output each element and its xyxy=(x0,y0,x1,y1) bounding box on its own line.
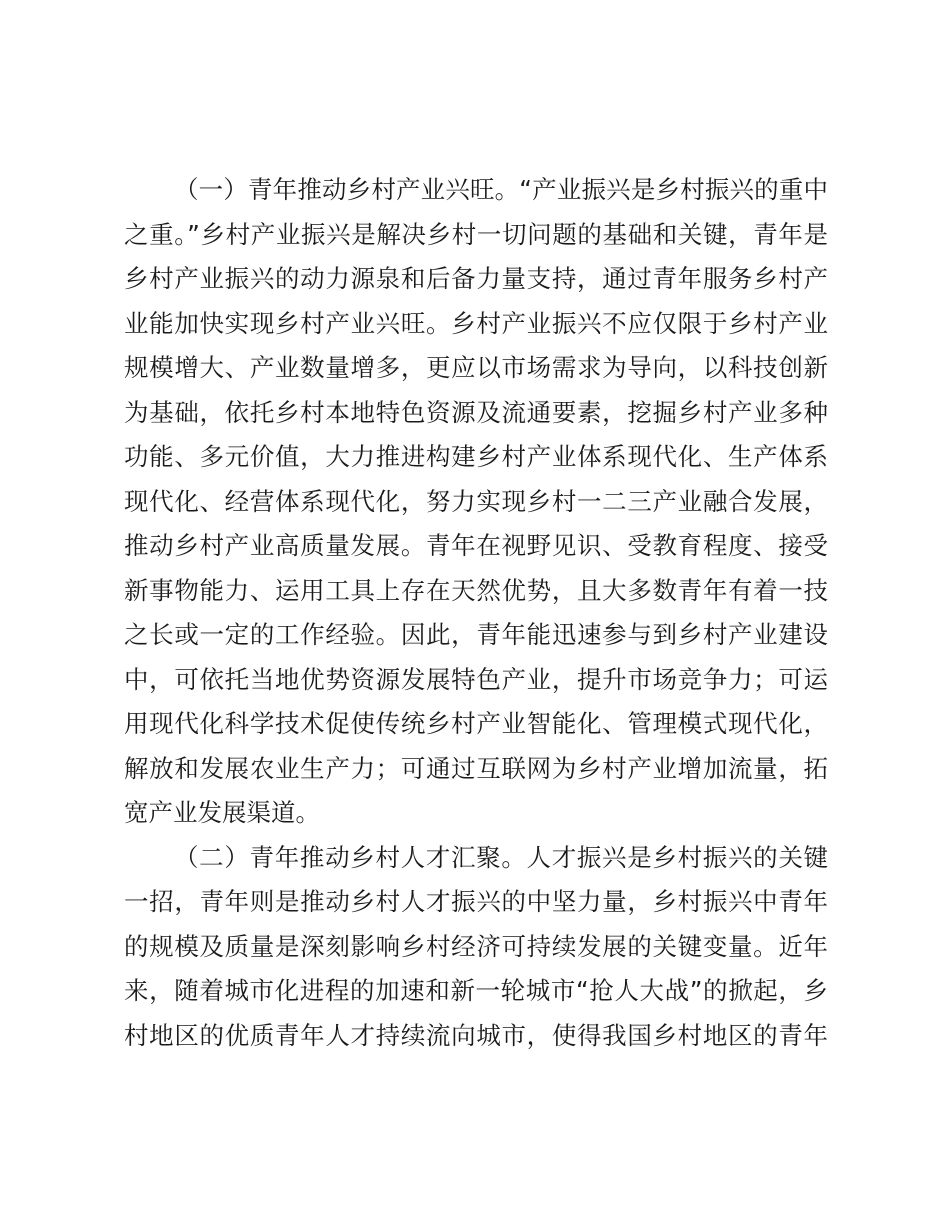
text-line: 乡村产业振兴的动力源泉和后备力量支持，通过青年服务乡村产 xyxy=(124,264,828,293)
text-line: 用现代化科学技术促使传统乡村产业智能化、管理模式现代化， xyxy=(124,709,828,738)
text-line: 的规模及质量是深刻影响乡村经济可持续发展的关键变量。近年 xyxy=(124,931,828,961)
text-line: 新事物能力、运用工具上存在天然优势，且大多数青年有着一技 xyxy=(124,575,828,605)
text-line: 现代化、经营体系现代化，努力实现乡村一二三产业融合发展， xyxy=(124,486,828,516)
text-line: 宽产业发展渠道。 xyxy=(124,798,320,827)
paragraph-rural-talent xyxy=(124,836,828,1059)
text-line: 来，随着城市化进程的加速和新一轮城市“抢人大战”的掀起，乡 xyxy=(124,976,828,1005)
text-line: 一招，青年则是推动乡村人才振兴的中坚力量，乡村振兴中青年 xyxy=(124,887,828,916)
text-line: 之重。”乡村产业振兴是解决乡村一切问题的基础和关键，青年是 xyxy=(124,219,828,249)
text-line: （二）青年推动乡村人才汇聚。人才振兴是乡村振兴的关键 xyxy=(174,842,828,872)
text-line: 推动乡村产业高质量发展。青年在视野见识、受教育程度、接受 xyxy=(124,531,828,560)
body-text xyxy=(124,168,828,1058)
text-line: 业能加快实现乡村产业兴旺。乡村产业振兴不应仅限于乡村产业 xyxy=(124,308,828,338)
text-line: 功能、多元价值，大力推进构建乡村产业体系现代化、生产体系 xyxy=(124,442,828,471)
text-line: 村地区的优质青年人才持续流向城市，使得我国乡村地区的青年 xyxy=(124,1020,828,1050)
text-line: 中，可依托当地优势资源发展特色产业，提升市场竞争力；可运 xyxy=(124,664,828,694)
text-line: 规模增大、产业数量增多，更应以市场需求为导向，以科技创新 xyxy=(124,353,828,382)
text-line: 解放和发展农业生产力；可通过互联网为乡村产业增加流量，拓 xyxy=(124,753,828,783)
paragraph-rural-industry xyxy=(124,168,828,836)
text-line: （一）青年推动乡村产业兴旺。“产业振兴是乡村振兴的重中 xyxy=(174,175,828,204)
text-line: 之长或一定的工作经验。因此，青年能迅速参与到乡村产业建设 xyxy=(124,620,828,649)
text-line: 为基础，依托乡村本地特色资源及流通要素，挖掘乡村产业多种 xyxy=(124,397,828,427)
